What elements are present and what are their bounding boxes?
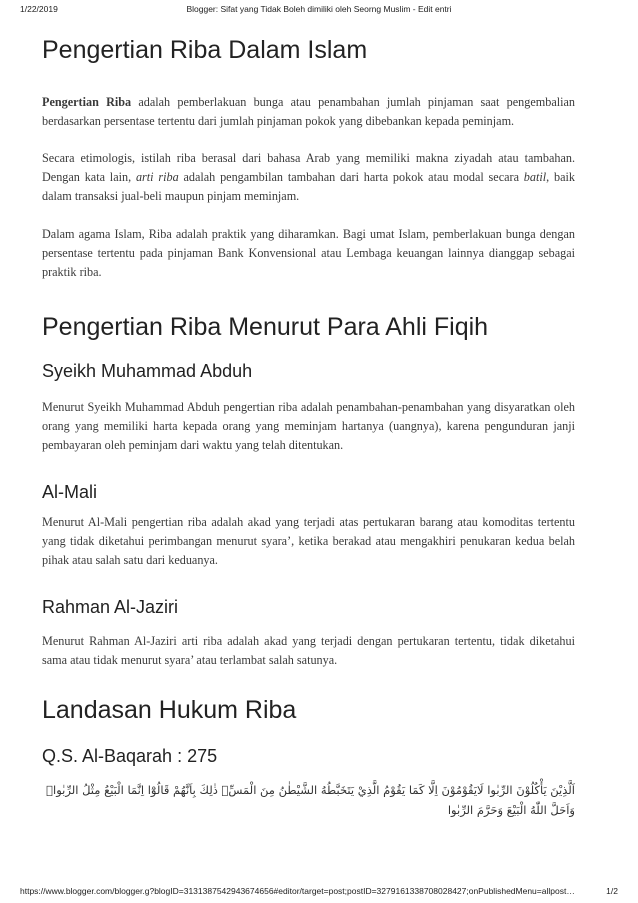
- etymology-text-a: Secara etimologis, istilah riba berasal dari bahasa Arab yang memiliki makna ziyadah atau tambahan. Dengan kata lain,: [42, 151, 575, 184]
- heading-rahman-al-jaziri: Rahman Al-Jaziri: [42, 597, 179, 617]
- paragraph-al-jaziri: Menurut Rahman Al-Jaziri arti riba adalah akad yang terjadi dengan pertukaran tertentu, tidak diketahui sama atau tidak menurut syara’ atau terlambat salah satunya.: [42, 634, 575, 667]
- print-footer: [20, 886, 618, 900]
- print-page-title: Blogger: Sifat yang Tidak Boleh dimiliki oleh Seorng Muslim - Edit entri: [186, 4, 452, 14]
- paragraph-islam: Dalam agama Islam, Riba adalah praktik yang diharamkan. Bagi umat Islam, pemberlakuan bunga dengan persentase tertentu pada pinjaman Bank Konvensional atau Lembaga keuangan lainnya dianggap sebagai praktik riba.: [42, 227, 575, 279]
- print-url: https://www.blogger.com/blogger.g?blogID=3131387542943674656#editor/target=post;postID=3279161338708028427;onPublishedMenu=allpost…: [20, 886, 575, 896]
- heading-pengertian-riba: Pengertian Riba Dalam Islam: [42, 36, 368, 64]
- paragraph-definition: [42, 93, 575, 131]
- paragraph-abduh: Menurut Syeikh Muhammad Abduh pengertian riba adalah penambahan-penambahan yang disyaratkan oleh orang yang memiliki harta kepada orang yang meminjam hartanya (uangnya), karena pengunduran janji pembayaran oleh peminjam dari waktu yang telah ditentukan.: [42, 400, 575, 452]
- print-date: 1/22/2019: [20, 4, 58, 14]
- heading-al-mali: Al-Mali: [42, 482, 98, 502]
- term-arti-riba: arti riba: [135, 170, 179, 184]
- arabic-verse: اَلَّذِيْنَ يَأْكُلُوْنَ الرِّبٰوا لَايَقُوْمُوْنَ اِلَّا كَمَا يَقُوْمُ الَّذِيْ يَتَخَبَّطُهُ الشَّيْطٰنُ مِنَ الْمَسِّۗ ذٰلِكَ بِاَنَّهُمْ قَالُوْٓا اِنَّمَا الْبَيْعُ مِثْلُ الرِّبٰواۘ وَاَحَلَّ اللّٰهُ الْبَيْعَ وَحَرَّمَ الرِّبٰوا: [46, 783, 575, 817]
- print-header: [20, 4, 618, 18]
- etymology-text-c: , baik dalam transaksi jual-beli maupun pinjam meminjam.: [42, 170, 575, 203]
- heading-muhammad-abduh: Syeikh Muhammad Abduh: [42, 361, 253, 381]
- paragraph-etymology: [42, 149, 575, 206]
- heading-al-baqarah-275: Q.S. Al-Baqarah : 275: [42, 746, 218, 766]
- paragraph-al-mali: Menurut Al-Mali pengertian riba adalah akad yang terjadi atas pertukaran barang atau komoditas tertentu yang tidak diketahui perimbangan menurut syara’, ketika berakad atau mengakhiri penukaran kedua belah pihak atau salah satu dari keduanya.: [42, 515, 575, 567]
- term-pengertian-riba: Pengertian Riba: [42, 95, 132, 109]
- etymology-text-b: adalah pengambilan tambahan dari harta pokok atau modal secara: [178, 170, 524, 184]
- heading-menurut-ahli-fiqih: Pengertian Riba Menurut Para Ahli Fiqih: [42, 313, 489, 341]
- heading-landasan-hukum: Landasan Hukum Riba: [42, 696, 297, 724]
- page-number: 1/2: [606, 886, 618, 896]
- definition-text: adalah pemberlakuan bunga atau penambahan jumlah pinjaman saat pengembalian berdasarkan persentase tertentu dari jumlah pinjaman pokok yang dibebankan kepada peminjam.: [42, 95, 576, 128]
- term-batil: batil: [523, 170, 547, 184]
